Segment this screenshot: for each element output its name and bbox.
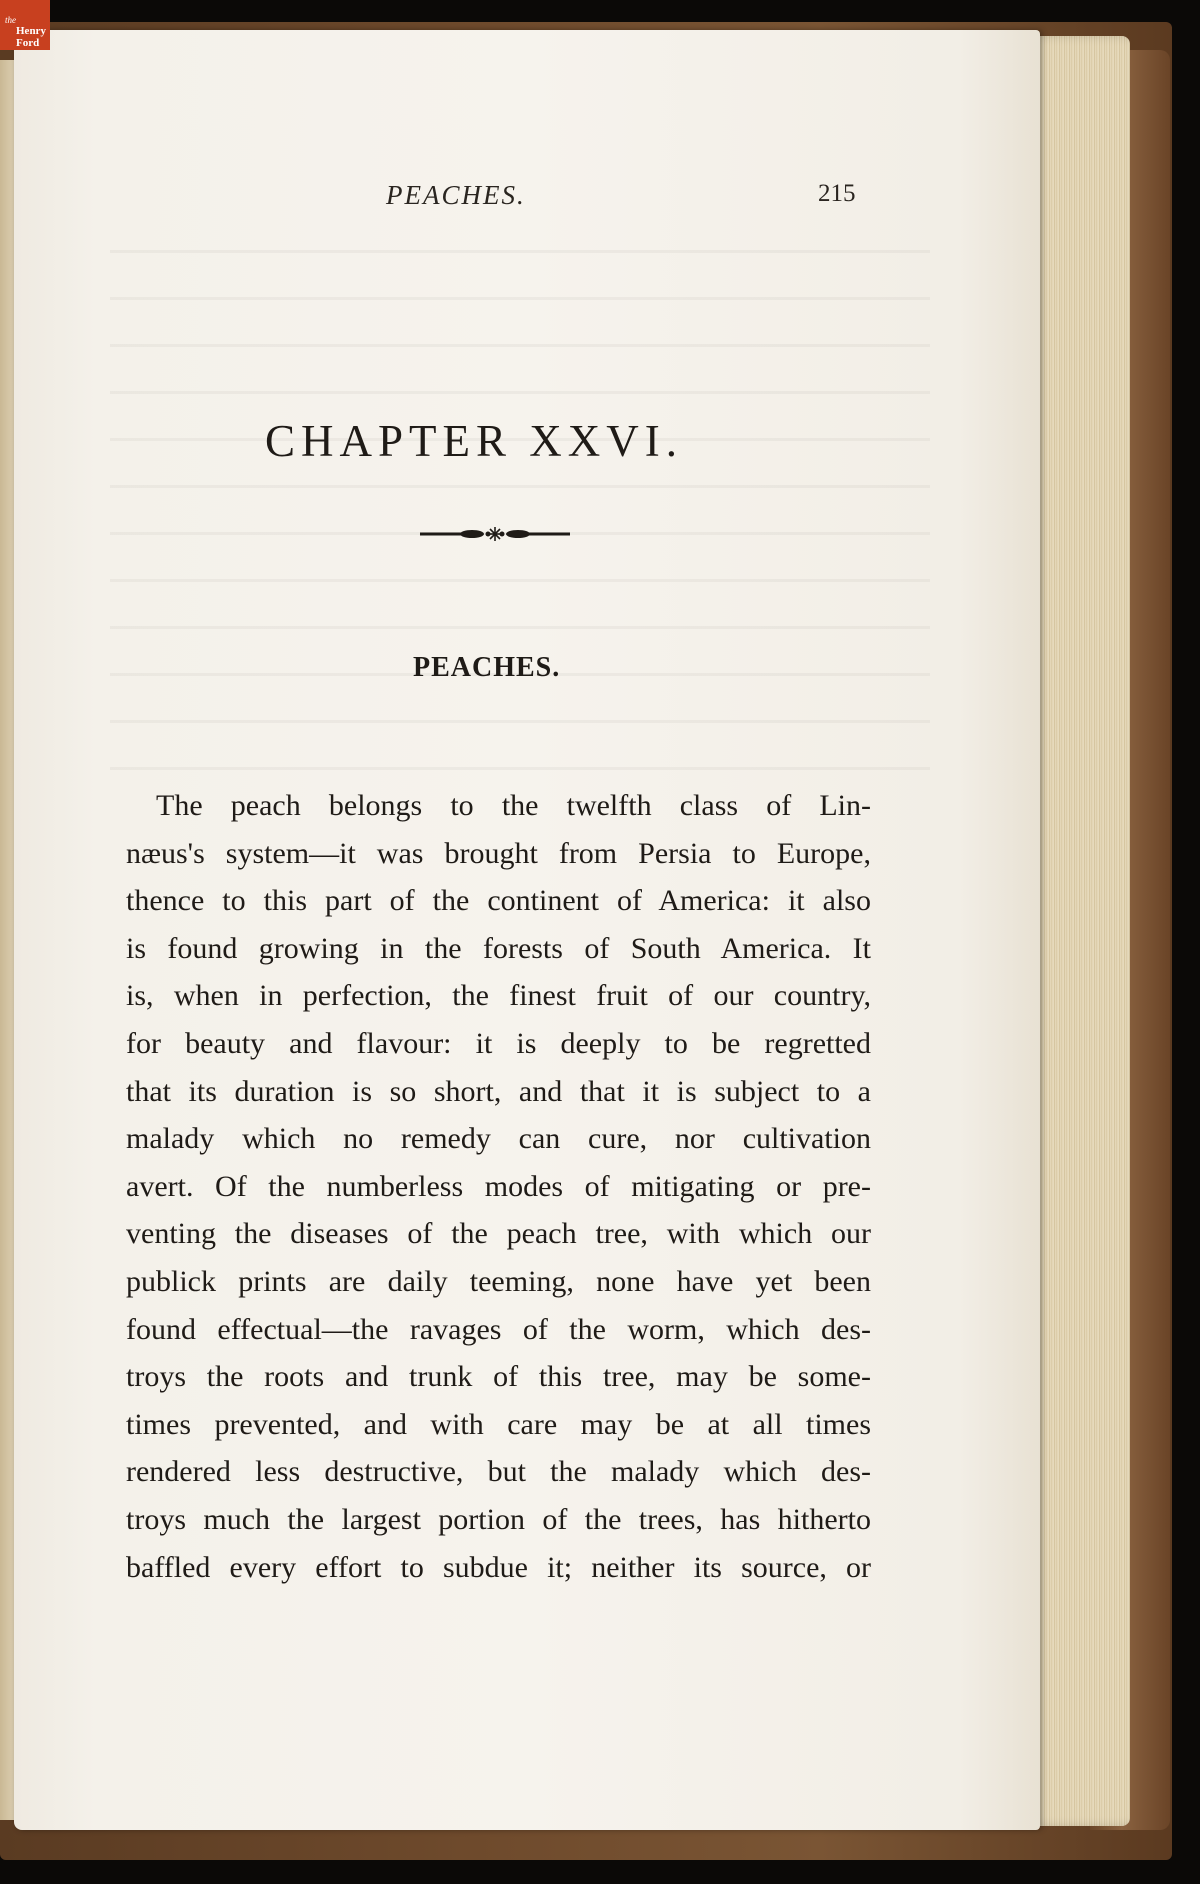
page-block-edges [1030, 36, 1130, 1826]
body-line: avert. Of the numberless modes of mitigating or pre- [126, 1169, 871, 1203]
logo-henry: Henry [16, 25, 46, 37]
ornament-divider-icon [420, 524, 570, 544]
logo-the: the [5, 15, 16, 25]
chapter-title: CHAPTER XXVI. [265, 416, 684, 466]
body-paragraph [126, 782, 871, 1591]
body-line: that its duration is so short, and that it is subject to a [126, 1074, 871, 1108]
body-line: publick prints are daily teeming, none have yet been [126, 1264, 871, 1298]
running-head: PEACHES. [386, 180, 526, 210]
body-line: malady which no remedy can cure, nor cultivation [126, 1122, 871, 1156]
henry-ford-logo [0, 0, 50, 50]
page-number: 215 [818, 180, 856, 207]
body-line: venting the diseases of the peach tree, with which our [126, 1217, 871, 1251]
body-line: troys much the largest portion of the trees, has hitherto [126, 1502, 871, 1536]
body-line: rendered less destructive, but the malady which des- [126, 1455, 871, 1489]
section-title: PEACHES. [413, 652, 561, 683]
body-line: troys the roots and trunk of this tree, may be some- [126, 1360, 871, 1394]
body-line: is, when in perfection, the finest fruit of our country, [126, 979, 871, 1013]
body-line: baffled every effort to subdue it; neither its source, or [126, 1550, 871, 1584]
body-line: is found growing in the forests of South America. It [126, 931, 871, 965]
body-line: næus's system—it was brought from Persia to Europe, [126, 836, 871, 870]
body-line: for beauty and flavour: it is deeply to be regretted [126, 1026, 871, 1060]
body-line: thence to this part of the continent of America: it also [126, 884, 871, 918]
body-line: times prevented, and with care may be at all times [126, 1407, 871, 1441]
body-line: found effectual—the ravages of the worm, which des- [126, 1312, 871, 1346]
logo-ford: Ford [16, 37, 40, 49]
body-line: The peach belongs to the twelfth class of Lin- [156, 789, 871, 822]
